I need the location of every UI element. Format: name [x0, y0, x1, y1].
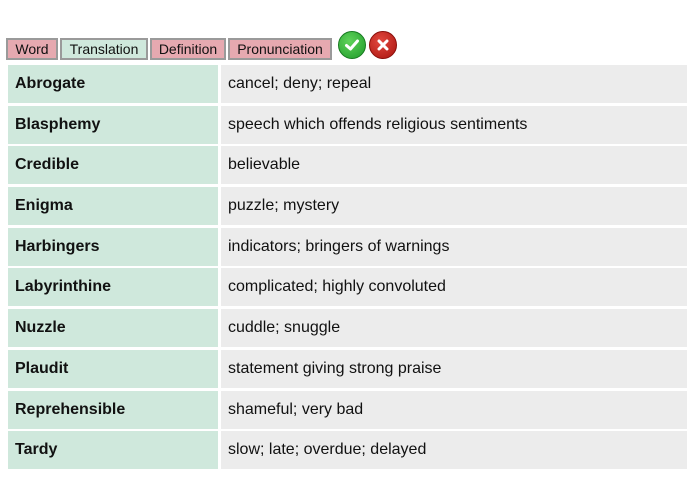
confirm-button[interactable]	[338, 31, 366, 59]
word-cell: Abrogate	[8, 65, 218, 103]
definition-cell: puzzle; mystery	[221, 187, 687, 225]
tab-definition[interactable]: Definition	[150, 38, 226, 60]
tab-bar	[6, 38, 334, 60]
definition-cell: indicators; bringers of warnings	[221, 228, 687, 266]
definition-cell: slow; late; overdue; delayed	[221, 431, 687, 469]
word-cell: Nuzzle	[8, 309, 218, 347]
table-row	[8, 65, 687, 103]
table-row	[8, 187, 687, 225]
table-row	[8, 268, 687, 306]
table-row	[8, 146, 687, 184]
table-row	[8, 106, 687, 144]
word-cell: Tardy	[8, 431, 218, 469]
word-cell: Blasphemy	[8, 106, 218, 144]
definition-cell: shameful; very bad	[221, 391, 687, 429]
definition-cell: cancel; deny; repeal	[221, 65, 687, 103]
table-row	[8, 350, 687, 388]
word-cell: Reprehensible	[8, 391, 218, 429]
word-cell: Labyrinthine	[8, 268, 218, 306]
definition-cell: statement giving strong praise	[221, 350, 687, 388]
definition-cell: cuddle; snuggle	[221, 309, 687, 347]
table-row	[8, 391, 687, 429]
table-row	[8, 309, 687, 347]
definition-cell: believable	[221, 146, 687, 184]
word-cell: Plaudit	[8, 350, 218, 388]
word-cell: Credible	[8, 146, 218, 184]
tab-translation[interactable]: Translation	[60, 38, 148, 60]
close-icon	[376, 38, 390, 52]
tab-word[interactable]: Word	[6, 38, 58, 60]
vocabulary-table	[8, 65, 687, 472]
table-row	[8, 228, 687, 266]
definition-cell: speech which offends religious sentiments	[221, 106, 687, 144]
check-icon	[344, 37, 360, 53]
word-cell: Harbingers	[8, 228, 218, 266]
word-cell: Enigma	[8, 187, 218, 225]
cancel-button[interactable]	[369, 31, 397, 59]
tab-pronunciation[interactable]: Pronunciation	[228, 38, 332, 60]
table-row	[8, 431, 687, 469]
definition-cell: complicated; highly convoluted	[221, 268, 687, 306]
